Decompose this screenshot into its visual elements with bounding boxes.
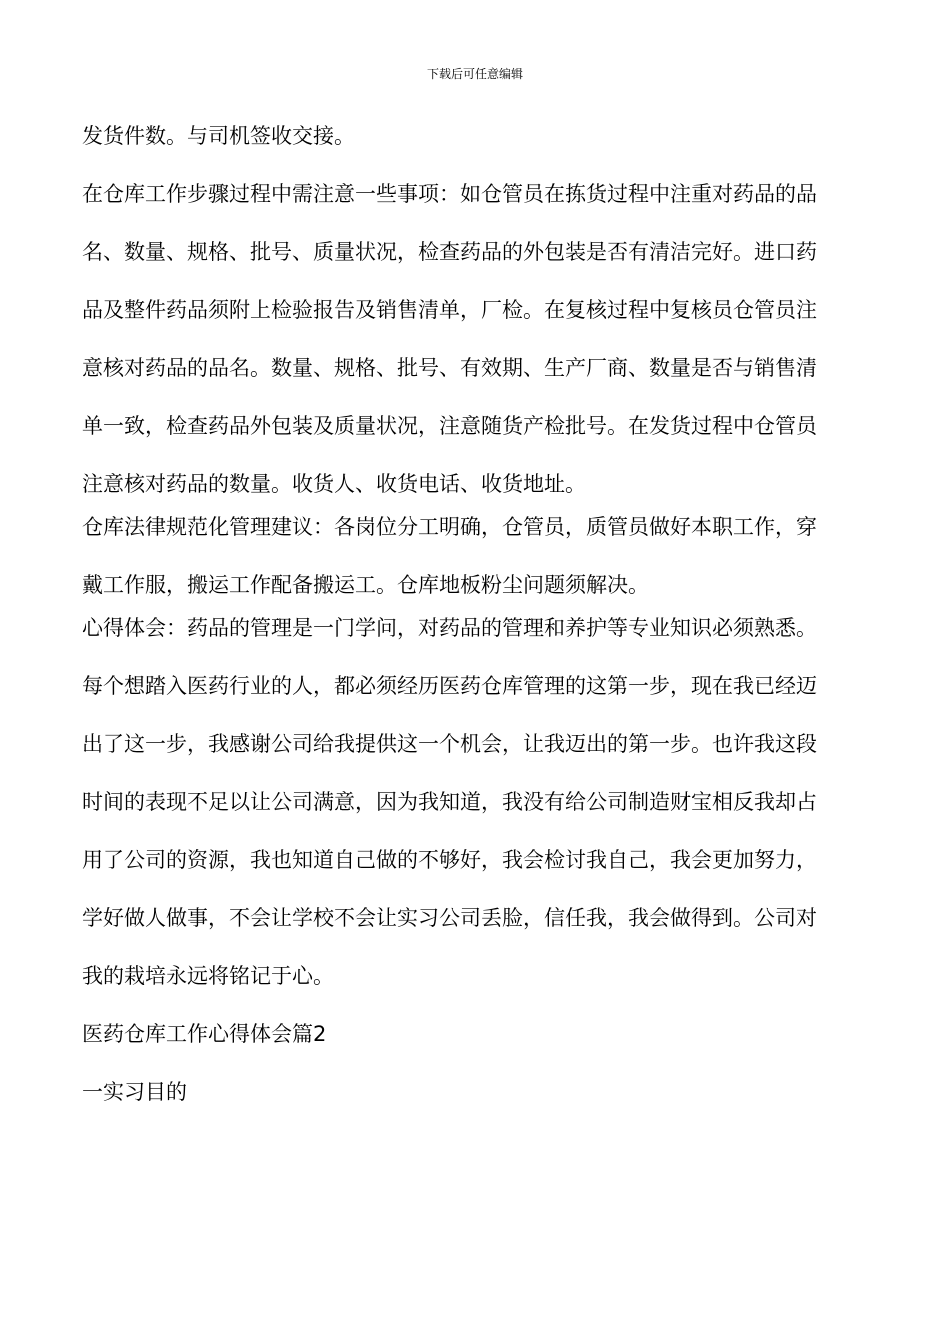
text-line: 单一致，检查药品外包装及质量状况，注意随货产检批号。在发货过程中仓管员 [82, 414, 817, 438]
text-line: 戴工作服，搬运工作配备搬运工。仓库地板粉尘问题须解决。 [82, 573, 649, 597]
page-header: 下载后可任意编辑 [426, 67, 523, 81]
text-line: 我的栽培永远将铭记于心。 [82, 964, 334, 988]
text-line: 用了公司的资源，我也知道自己做的不够好，我会检讨我自己，我会更加努力， [82, 848, 817, 872]
text-line: 在仓库工作步骤过程中需注意一些事项：如仓管员在拣货过程中注重对药品的品 [82, 182, 817, 206]
text-line: 学好做人做事，不会让学校不会让实习公司丢脸，信任我，我会做得到。公司对 [82, 906, 817, 930]
text-line: 时间的表现不足以让公司满意，因为我知道，我没有给公司制造财宝相反我却占 [82, 790, 817, 814]
text-line: 出了这一步，我感谢公司给我提供这一个机会，让我迈出的第一步。也许我这段 [82, 732, 817, 756]
text-line: 发货件数。与司机签收交接。 [82, 124, 355, 148]
section-subheading: 一实习目的 [82, 1080, 187, 1104]
text-line: 品及整件药品须附上检验报告及销售清单，厂检。在复核过程中复核员仓管员注 [82, 298, 817, 322]
text-line: 仓库法律规范化管理建议：各岗位分工明确，仓管员，质管员做好本职工作，穿 [82, 515, 817, 539]
text-line: 意核对药品的品名。数量、规格、批号、有效期、生产厂商、数量是否与销售清 [82, 356, 817, 380]
section-heading: 医药仓库工作心得体会篇2 [82, 1022, 327, 1046]
text-line: 名、数量、规格、批号、质量状况，检查药品的外包装是否有清洁完好。进口药 [82, 240, 817, 264]
document-body [82, 118, 868, 1132]
text-line: 心得体会：药品的管理是一门学问，对药品的管理和养护等专业知识必须熟悉。 [82, 616, 817, 640]
text-line: 注意核对药品的数量。收货人、收货电话、收货地址。 [82, 472, 586, 496]
text-line: 每个想踏入医药行业的人，都必须经历医药仓库管理的这第一步，现在我已经迈 [82, 674, 817, 698]
